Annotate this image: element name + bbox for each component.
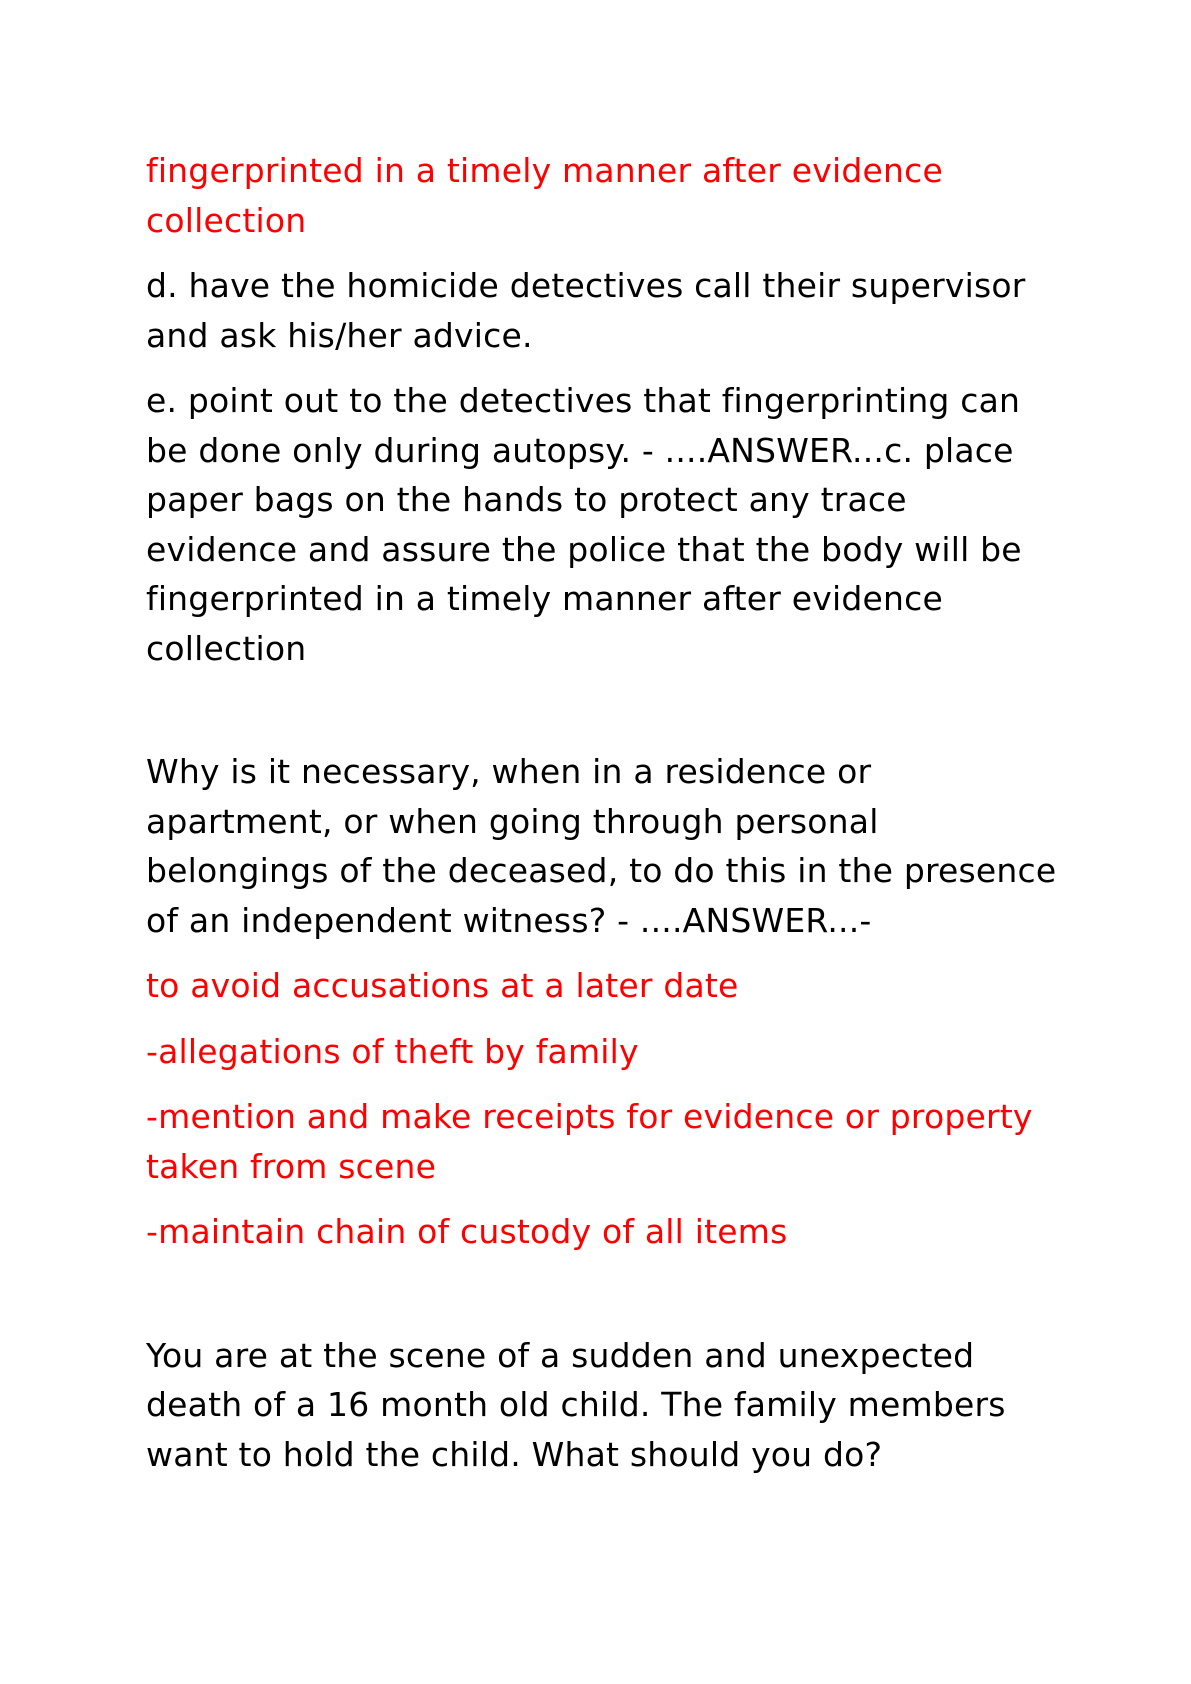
question-independent-witness: Why is it necessary, when in a residence or apartment, or when going through personal belongings of the deceased, to do this in the presence of an independent witness? - ....ANSWER...- — [146, 752, 1057, 940]
question-child-death: You are at the scene of a sudden and unexpected death of a 16 month old child. The family members want to hold the child. What should you do? — [146, 1335, 1006, 1474]
option-e-with-answer: e. point out to the detectives that fingerprinting can be done only during autopsy. - ....ANSWER...c. place paper bags on the hands to protect any trace evidence and assure the police that the body will be fingerprinted in a timely manner after evidence collection — [146, 381, 1022, 668]
answer-line-3: -mention and make receipts for evidence or property taken from scene — [146, 1097, 1033, 1186]
answer-line-1: to avoid accusations at a later date — [146, 966, 739, 1005]
answer-continuation: fingerprinted in a timely manner after evidence collection — [146, 151, 943, 240]
answer-line-2: -allegations of theft by family — [146, 1031, 639, 1071]
document-body — [146, 146, 1066, 1495]
answer-line-4: -maintain chain of custody of all items — [146, 1212, 788, 1251]
option-d: d. have the homicide detectives call their supervisor and ask his/her advice. — [146, 266, 1026, 355]
